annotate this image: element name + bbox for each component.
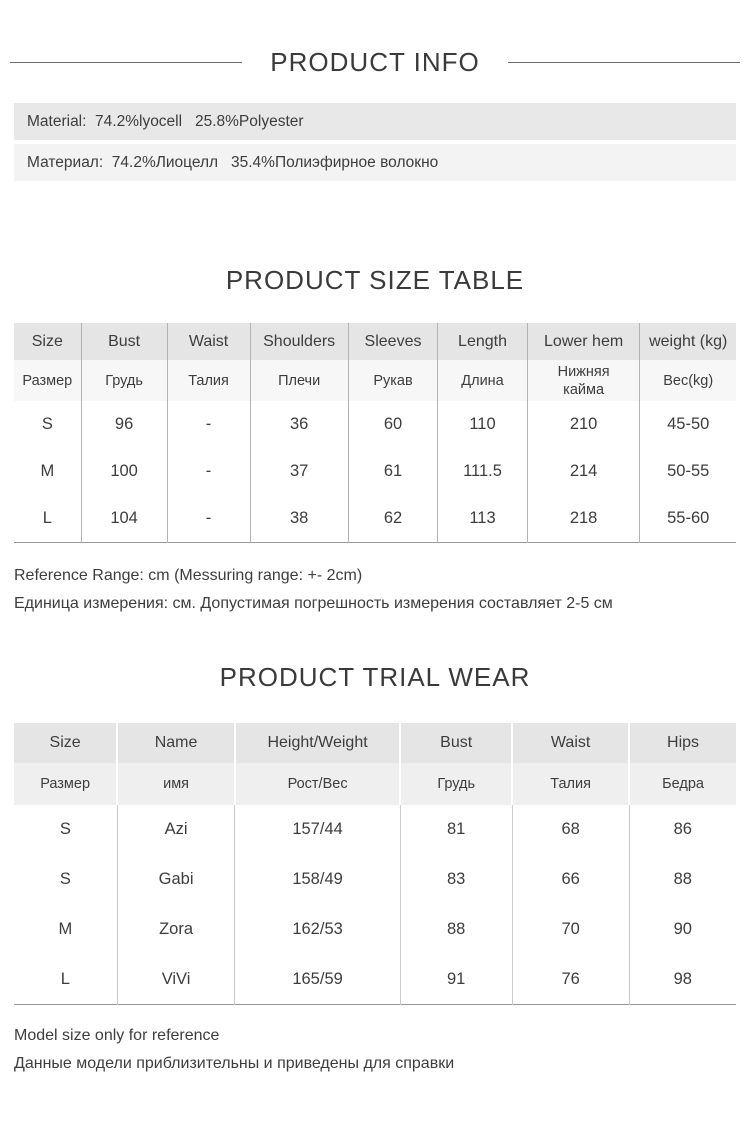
header-cell: Плечи (250, 360, 348, 401)
product-size-table (14, 323, 736, 543)
table-row (14, 495, 736, 542)
table-row (14, 448, 736, 495)
cell: L (14, 495, 81, 542)
product-trial-wear-table (14, 723, 736, 1006)
cell: 113 (438, 495, 528, 542)
cell: Azi (117, 805, 235, 855)
cell: 110 (438, 401, 528, 448)
cell: Gabi (117, 855, 235, 905)
table-row (14, 401, 736, 448)
cell: 88 (629, 855, 736, 905)
cell: 70 (512, 905, 629, 955)
cell: 210 (527, 401, 640, 448)
cell: 96 (81, 401, 167, 448)
header-cell: Name (117, 723, 235, 763)
cell: Zora (117, 905, 235, 955)
cell: S (14, 805, 117, 855)
cell: ViVi (117, 955, 235, 1005)
cell: 38 (250, 495, 348, 542)
cell: 214 (527, 448, 640, 495)
trial-wear-notes (14, 1022, 736, 1078)
cell: - (167, 495, 250, 542)
table-row (14, 955, 736, 1005)
size-table-notes (14, 562, 736, 618)
header-cell: Талия (512, 763, 629, 805)
cell: 90 (629, 905, 736, 955)
cell: 55-60 (640, 495, 736, 542)
header-cell: Рукав (348, 360, 438, 401)
table-row (14, 905, 736, 955)
cell: 111.5 (438, 448, 528, 495)
header-cell: Талия (167, 360, 250, 401)
header-cell: Рост/Вес (235, 763, 400, 805)
header-cell: Length (438, 323, 528, 360)
header-cell: Lower hem (527, 323, 640, 360)
product-info-sheet (0, 47, 750, 1134)
trial-wear-title: PRODUCT TRIAL WEAR (219, 661, 531, 692)
material-row-en: Material: 74.2%lyocell 25.8%Polyester (14, 103, 736, 140)
header-cell: weight (kg) (640, 323, 736, 360)
cell: 104 (81, 495, 167, 542)
table-header-row-en (14, 323, 736, 360)
cell: 81 (400, 805, 512, 855)
header-cell: Нижняя кайма (527, 360, 640, 401)
header-cell: Грудь (81, 360, 167, 401)
cell: 62 (348, 495, 438, 542)
cell: 88 (400, 905, 512, 955)
cell: 218 (527, 495, 640, 542)
cell: 50-55 (640, 448, 736, 495)
cell: S (14, 401, 81, 448)
header-cell: Размер (14, 763, 117, 805)
cell: 157/44 (235, 805, 400, 855)
cell: 158/49 (235, 855, 400, 905)
cell: 45-50 (640, 401, 736, 448)
header-cell: имя (117, 763, 235, 805)
header-cell: Бедра (629, 763, 736, 805)
header-cell: Длина (438, 360, 528, 401)
cell: 165/59 (235, 955, 400, 1005)
cell: - (167, 401, 250, 448)
table-row (14, 805, 736, 855)
size-table-title: PRODUCT SIZE TABLE (225, 265, 525, 295)
cell: 61 (348, 448, 438, 495)
model-size-note-ru: Данные модели приблизительны и приведены для справки (14, 1055, 455, 1072)
reference-range-note-ru: Единица измерения: см. Допустимая погрешность измерения составляет 2-5 см (14, 594, 613, 612)
cell: 83 (400, 855, 512, 905)
cell: 60 (348, 401, 438, 448)
cell: S (14, 855, 117, 905)
table-row (14, 855, 736, 905)
header-cell: Size (14, 723, 117, 763)
table-header-row-en (14, 723, 736, 763)
header-cell: Bust (81, 323, 167, 360)
header-cell: Hips (629, 723, 736, 763)
cell: 86 (629, 805, 736, 855)
cell: 98 (629, 955, 736, 1005)
cell: M (14, 448, 81, 495)
title-rule-right (508, 62, 740, 63)
cell: 36 (250, 401, 348, 448)
reference-range-note-en: Reference Range: cm (Messuring range: +- 2cm) (14, 566, 363, 584)
cell: 91 (400, 955, 512, 1005)
header-cell: Bust (400, 723, 512, 763)
cell: 66 (512, 855, 629, 905)
header-cell: Size (14, 323, 81, 360)
material-row-ru: Материал: 74.2%Лиоцелл 35.4%Полиэфирное волокно (14, 144, 736, 181)
title-rule-left (10, 62, 242, 63)
product-info-header (0, 47, 750, 78)
header-cell: Вес(kg) (640, 360, 736, 401)
header-cell: Waist (512, 723, 629, 763)
header-cell: Sleeves (348, 323, 438, 360)
material-section (14, 103, 736, 181)
cell: 162/53 (235, 905, 400, 955)
cell: 68 (512, 805, 629, 855)
model-size-note-en: Model size only for reference (14, 1027, 220, 1044)
product-info-title: PRODUCT INFO (270, 47, 480, 77)
cell: M (14, 905, 117, 955)
cell: 100 (81, 448, 167, 495)
header-cell: Размер (14, 360, 81, 401)
cell: 37 (250, 448, 348, 495)
cell: - (167, 448, 250, 495)
header-cell: Shoulders (250, 323, 348, 360)
cell: 76 (512, 955, 629, 1005)
cell: L (14, 955, 117, 1005)
table-header-row-ru (14, 763, 736, 805)
header-cell: Waist (167, 323, 250, 360)
header-cell: Грудь (400, 763, 512, 805)
header-cell: Height/Weight (235, 723, 400, 763)
table-header-row-ru (14, 360, 736, 401)
